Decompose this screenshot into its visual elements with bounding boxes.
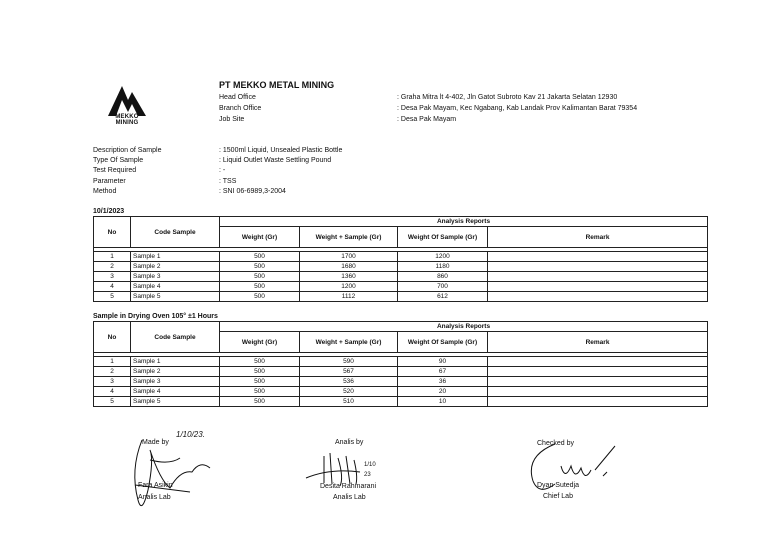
office-values bbox=[397, 92, 637, 125]
col-code: Code Sample bbox=[131, 322, 220, 353]
col-weight-of-sample: Weight Of Sample (Gr) bbox=[398, 227, 488, 248]
analis-by-title: Analis by bbox=[335, 439, 364, 446]
signature-analis-by bbox=[300, 438, 400, 508]
desc-label: Description of Sample bbox=[93, 147, 162, 154]
table-row bbox=[94, 397, 708, 407]
test-label: Test Required bbox=[93, 167, 137, 175]
row-weight: 500 bbox=[220, 252, 300, 262]
table-row bbox=[94, 367, 708, 377]
col-no: No bbox=[94, 322, 131, 353]
row-number: 1 bbox=[94, 252, 131, 262]
row-weight: 500 bbox=[220, 387, 300, 397]
row-weight-of-sample: 700 bbox=[398, 282, 488, 292]
row-weight-of-sample: 20 bbox=[398, 387, 488, 397]
description-labels bbox=[93, 146, 161, 197]
company-name: PT MEKKO METAL MINING bbox=[219, 80, 335, 90]
checked-by-role: Chief Lab bbox=[543, 493, 573, 500]
checked-by-name: Dyan Sutedja bbox=[537, 482, 580, 489]
row-remark bbox=[488, 272, 708, 282]
row-number: 1 bbox=[94, 357, 131, 367]
row-number: 4 bbox=[94, 387, 131, 397]
row-weight-plus-sample: 536 bbox=[300, 377, 398, 387]
row-code-sample: Sample 2 bbox=[131, 262, 220, 272]
analysis-reports-header: Analysis Reports bbox=[220, 217, 708, 227]
row-weight-of-sample: 1200 bbox=[398, 252, 488, 262]
analis-by-role: Analis Lab bbox=[333, 494, 366, 501]
row-weight-plus-sample: 590 bbox=[300, 357, 398, 367]
row-remark bbox=[488, 292, 708, 302]
type-label: Type Of Sample bbox=[93, 157, 144, 165]
row-number: 5 bbox=[94, 397, 131, 407]
checked-by-title: Checked by bbox=[537, 440, 574, 447]
row-code-sample: Sample 5 bbox=[131, 397, 220, 407]
analysis-table-2 bbox=[93, 321, 708, 407]
row-weight-plus-sample: 1360 bbox=[300, 272, 398, 282]
row-code-sample: Sample 3 bbox=[131, 377, 220, 387]
job-site-label: Job Site bbox=[219, 116, 245, 123]
col-weight-sample: Weight + Sample (Gr) bbox=[300, 332, 398, 353]
row-weight-plus-sample: 1200 bbox=[300, 282, 398, 292]
branch-office-label: Branch Office bbox=[219, 105, 262, 112]
row-remark bbox=[488, 262, 708, 272]
made-by-role: Analis Lab bbox=[138, 494, 171, 501]
row-number: 3 bbox=[94, 377, 131, 387]
table-row bbox=[94, 357, 708, 367]
row-weight: 500 bbox=[220, 377, 300, 387]
drying-section-title: Sample in Drying Oven 105° ±1 Hours bbox=[93, 313, 218, 320]
analysis-reports-header: Analysis Reports bbox=[220, 322, 708, 332]
row-number: 4 bbox=[94, 282, 131, 292]
row-weight: 500 bbox=[220, 397, 300, 407]
row-weight-of-sample: 860 bbox=[398, 272, 488, 282]
table-row bbox=[94, 292, 708, 302]
parameter-value: : TSS bbox=[219, 177, 237, 185]
row-weight-plus-sample: 520 bbox=[300, 387, 398, 397]
branch-office-value: : Desa Pak Mayam, Kec Ngabang, Kab Landak Prov Kalimantan Barat 79354 bbox=[397, 105, 638, 112]
table-row bbox=[94, 377, 708, 387]
signature-checked-by bbox=[525, 436, 635, 511]
row-weight-of-sample: 1180 bbox=[398, 262, 488, 272]
analis-date-note: 1/10 23 bbox=[364, 462, 376, 478]
desc-value: : 1500ml Liquid, Unsealed Plastic Bottle bbox=[219, 147, 343, 154]
row-weight: 500 bbox=[220, 262, 300, 272]
analysis-table-1 bbox=[93, 216, 708, 302]
row-remark bbox=[488, 397, 708, 407]
table-row bbox=[94, 262, 708, 272]
row-weight-of-sample: 36 bbox=[398, 377, 488, 387]
col-weight-of-sample: Weight Of Sample (Gr) bbox=[398, 332, 488, 353]
row-remark bbox=[488, 367, 708, 377]
row-code-sample: Sample 4 bbox=[131, 282, 220, 292]
row-code-sample: Sample 1 bbox=[131, 252, 220, 262]
report-date: 10/1/2023 bbox=[93, 208, 125, 215]
method-value: : SNI 06-6989,3-2004 bbox=[219, 187, 286, 195]
row-code-sample: Sample 4 bbox=[131, 387, 220, 397]
row-remark bbox=[488, 282, 708, 292]
row-number: 2 bbox=[94, 262, 131, 272]
col-no: No bbox=[94, 217, 131, 248]
row-weight: 500 bbox=[220, 357, 300, 367]
head-office-value: : Graha Mitra lt 4-402, Jln Gatot Subroto Kav 21 Jakarta Selatan 12930 bbox=[397, 94, 618, 101]
row-code-sample: Sample 5 bbox=[131, 292, 220, 302]
method-label: Method bbox=[93, 187, 117, 195]
analis-by-name: Desita Rahmarani bbox=[320, 483, 377, 490]
row-remark bbox=[488, 357, 708, 367]
row-weight-plus-sample: 567 bbox=[300, 367, 398, 377]
head-office-label: Head Office bbox=[219, 94, 256, 101]
col-code: Code Sample bbox=[131, 217, 220, 248]
row-code-sample: Sample 3 bbox=[131, 272, 220, 282]
row-weight-of-sample: 90 bbox=[398, 357, 488, 367]
row-weight-plus-sample: 1112 bbox=[300, 292, 398, 302]
row-weight-of-sample: 612 bbox=[398, 292, 488, 302]
parameter-label: Parameter bbox=[93, 177, 126, 185]
col-remark: Remark bbox=[488, 227, 708, 248]
made-by-name: Fara Asikin bbox=[138, 482, 173, 489]
row-remark bbox=[488, 377, 708, 387]
row-remark bbox=[488, 252, 708, 262]
table-row bbox=[94, 252, 708, 262]
row-number: 5 bbox=[94, 292, 131, 302]
row-weight: 500 bbox=[220, 367, 300, 377]
made-by-date-note: 1/10/23. bbox=[176, 430, 205, 439]
row-weight-plus-sample: 1700 bbox=[300, 252, 398, 262]
office-labels bbox=[219, 92, 261, 125]
description-values bbox=[219, 146, 342, 197]
row-number: 3 bbox=[94, 272, 131, 282]
table-row bbox=[94, 282, 708, 292]
handwritten-signature bbox=[120, 430, 220, 525]
job-site-value: : Desa Pak Mayam bbox=[397, 116, 457, 123]
signature-made-by bbox=[120, 430, 220, 525]
row-weight-plus-sample: 1680 bbox=[300, 262, 398, 272]
row-weight: 500 bbox=[220, 272, 300, 282]
made-by-title: Made by bbox=[142, 439, 169, 446]
col-remark: Remark bbox=[488, 332, 708, 353]
row-weight-plus-sample: 510 bbox=[300, 397, 398, 407]
row-weight-of-sample: 67 bbox=[398, 367, 488, 377]
logo-wordmark: MEKKO MINING bbox=[115, 114, 139, 126]
row-weight: 500 bbox=[220, 292, 300, 302]
table-row bbox=[94, 272, 708, 282]
row-code-sample: Sample 1 bbox=[131, 357, 220, 367]
row-code-sample: Sample 2 bbox=[131, 367, 220, 377]
table-row bbox=[94, 387, 708, 397]
col-weight: Weight (Gr) bbox=[220, 332, 300, 353]
col-weight-sample: Weight + Sample (Gr) bbox=[300, 227, 398, 248]
type-value: : Liquid Outlet Waste Settling Pound bbox=[219, 157, 332, 165]
row-remark bbox=[488, 387, 708, 397]
col-weight: Weight (Gr) bbox=[220, 227, 300, 248]
row-weight-of-sample: 10 bbox=[398, 397, 488, 407]
test-value: : - bbox=[219, 167, 226, 175]
row-number: 2 bbox=[94, 367, 131, 377]
row-weight: 500 bbox=[220, 282, 300, 292]
